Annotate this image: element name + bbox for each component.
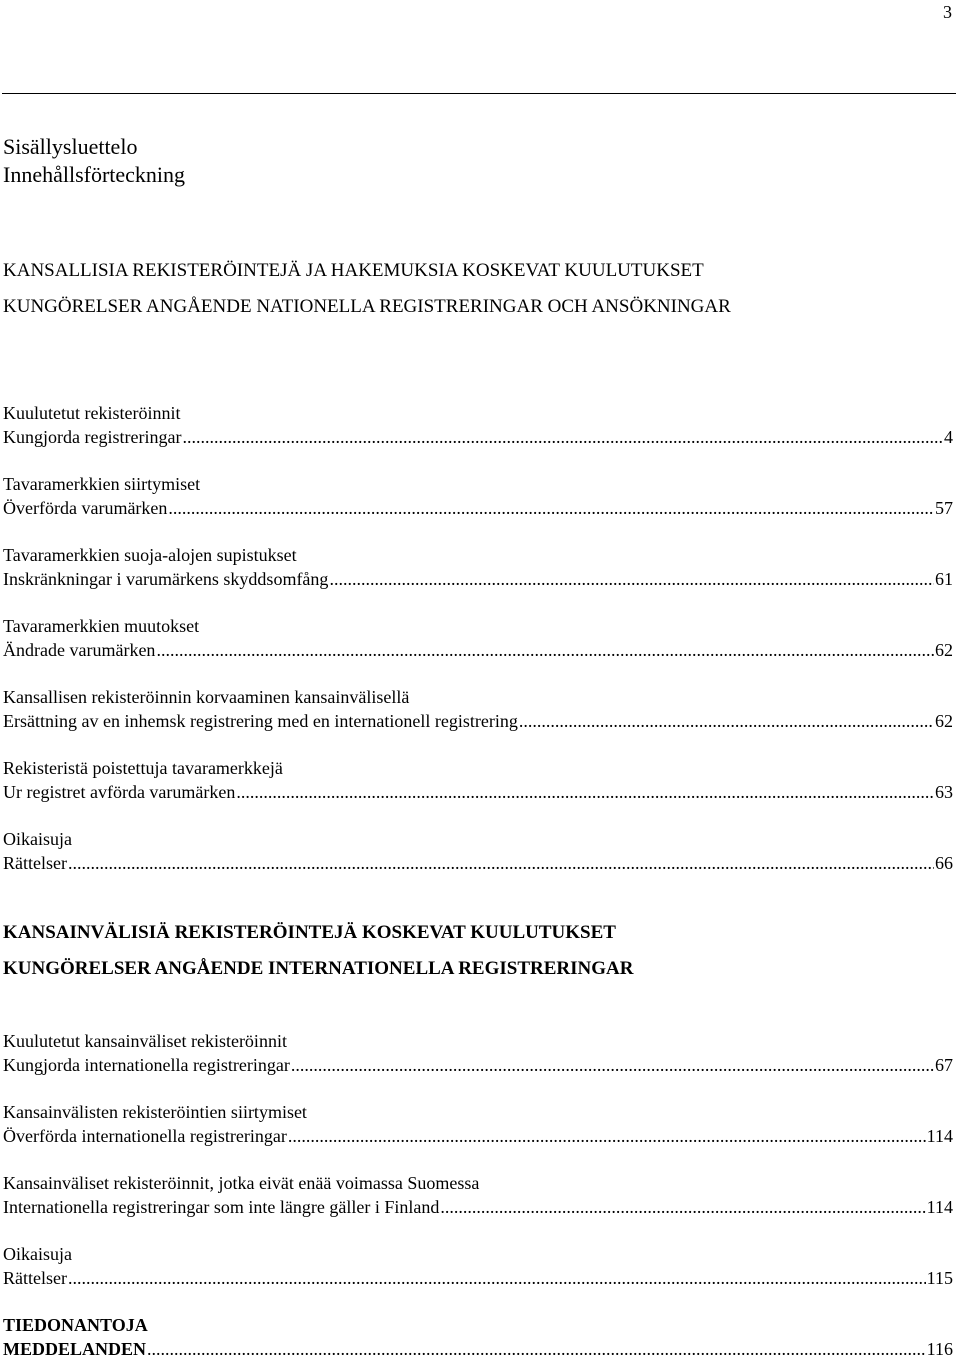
- toc-entry-fi: Oikaisuja: [3, 829, 72, 849]
- dot-leader: [147, 1337, 926, 1361]
- toc-entry-fi: Tavaramerkkien siirtymiset: [3, 474, 201, 494]
- dot-leader: [519, 709, 934, 733]
- toc-entry[interactable]: [3, 1171, 953, 1219]
- toc-entry-sv: Överförda internationella registreringar: [3, 1126, 287, 1146]
- toc-entry-sv: Kungjorda internationella registreringar: [3, 1055, 290, 1075]
- toc-entry-sv: Rättelser: [3, 853, 67, 873]
- toc-entry-sv: Internationella registreringar som inte längre gäller i Finland: [3, 1197, 440, 1217]
- toc-entry[interactable]: [3, 1029, 953, 1077]
- toc-entry[interactable]: [3, 614, 953, 662]
- toc-entry-fi: TIEDONANTOJA: [3, 1315, 148, 1335]
- toc-entry-sv: Ur registret avförda varumärken: [3, 782, 236, 802]
- toc-entry-announcements[interactable]: [3, 1313, 953, 1361]
- toc-entry[interactable]: [3, 685, 953, 733]
- dot-leader: [440, 1195, 925, 1219]
- dot-leader: [288, 1124, 926, 1148]
- toc-title-fi: Sisällysluettelo: [3, 134, 138, 159]
- toc-entry-page: 115: [926, 1268, 953, 1288]
- toc-entry[interactable]: [3, 827, 953, 875]
- section2-heading-fi: KANSAINVÄLISIÄ REKISTERÖINTEJÄ KOSKEVAT KUULUTUKSET: [3, 922, 616, 943]
- toc-entry-page: 116: [926, 1339, 953, 1359]
- toc-entry-page: 4: [944, 427, 953, 447]
- section1-heading-sv: KUNGÖRELSER ANGÅENDE NATIONELLA REGISTRERINGAR OCH ANSÖKNINGAR: [3, 296, 731, 317]
- toc-entry-page: 57: [935, 498, 953, 518]
- page-number: 3: [943, 2, 952, 22]
- toc-entry-page: 67: [935, 1055, 953, 1075]
- toc-entry-page: 114: [926, 1197, 953, 1217]
- toc-entry-sv: Rättelser: [3, 1268, 67, 1288]
- toc-entry-fi: Tavaramerkkien muutokset: [3, 616, 200, 636]
- dot-leader: [329, 567, 934, 591]
- toc-entry-page: 63: [935, 782, 953, 802]
- toc-entry-sv: Ändrade varumärken: [3, 640, 156, 660]
- dot-leader: [156, 638, 934, 662]
- dot-leader: [182, 425, 943, 449]
- toc-entry[interactable]: [3, 543, 953, 591]
- dot-leader: [168, 496, 934, 520]
- toc-title: [3, 133, 185, 189]
- toc-entry[interactable]: [3, 1100, 953, 1148]
- toc-entry-sv: Kungjorda registreringar: [3, 427, 182, 447]
- toc-entry[interactable]: [3, 1242, 953, 1290]
- toc-entry-page: 62: [935, 711, 953, 731]
- toc-entry-sv: Överförda varumärken: [3, 498, 168, 518]
- section2-heading-sv: KUNGÖRELSER ANGÅENDE INTERNATIONELLA REGISTRERINGAR: [3, 958, 634, 979]
- toc-entry-fi: Kansainväliset rekisteröinnit, jotka eivät enää voimassa Suomessa: [3, 1173, 480, 1193]
- toc-title-sv: Innehållsförteckning: [3, 162, 186, 187]
- toc-entry-fi: Kansainvälisten rekisteröintien siirtymiset: [3, 1102, 307, 1122]
- toc-entry-sv: Ersättning av en inhemsk registrering med en internationell registrering: [3, 711, 518, 731]
- dot-leader: [68, 1266, 926, 1290]
- dot-leader: [68, 851, 934, 875]
- toc-entry-fi: Kansallisen rekisteröinnin korvaaminen kansainvälisellä: [3, 687, 410, 707]
- toc-entry[interactable]: [3, 756, 953, 804]
- toc-entry[interactable]: [3, 472, 953, 520]
- toc-entry-fi: Tavaramerkkien suoja-alojen supistukset: [3, 545, 297, 565]
- toc-entry-page: 66: [935, 853, 953, 873]
- toc-entry-sv: Inskränkningar i varumärkens skyddsomfång: [3, 569, 329, 589]
- dot-leader: [291, 1053, 934, 1077]
- toc-entry[interactable]: [3, 401, 953, 449]
- toc-entry-page: 114: [926, 1126, 953, 1146]
- toc-entry-page: 61: [935, 569, 953, 589]
- section1-heading-fi: KANSALLISIA REKISTERÖINTEJÄ JA HAKEMUKSIA KOSKEVAT KUULUTUKSET: [3, 260, 704, 281]
- toc-entry-fi: Oikaisuja: [3, 1244, 72, 1264]
- toc-entry-fi: Kuulutetut kansainväliset rekisteröinnit: [3, 1031, 287, 1051]
- header-rule: [2, 93, 956, 94]
- toc-entry-page: 62: [935, 640, 953, 660]
- toc-entry-fi: Rekisteristä poistettuja tavaramerkkejä: [3, 758, 283, 778]
- toc-entry-sv: MEDDELANDEN: [3, 1339, 147, 1359]
- dot-leader: [236, 780, 934, 804]
- toc-entry-fi: Kuulutetut rekisteröinnit: [3, 403, 181, 423]
